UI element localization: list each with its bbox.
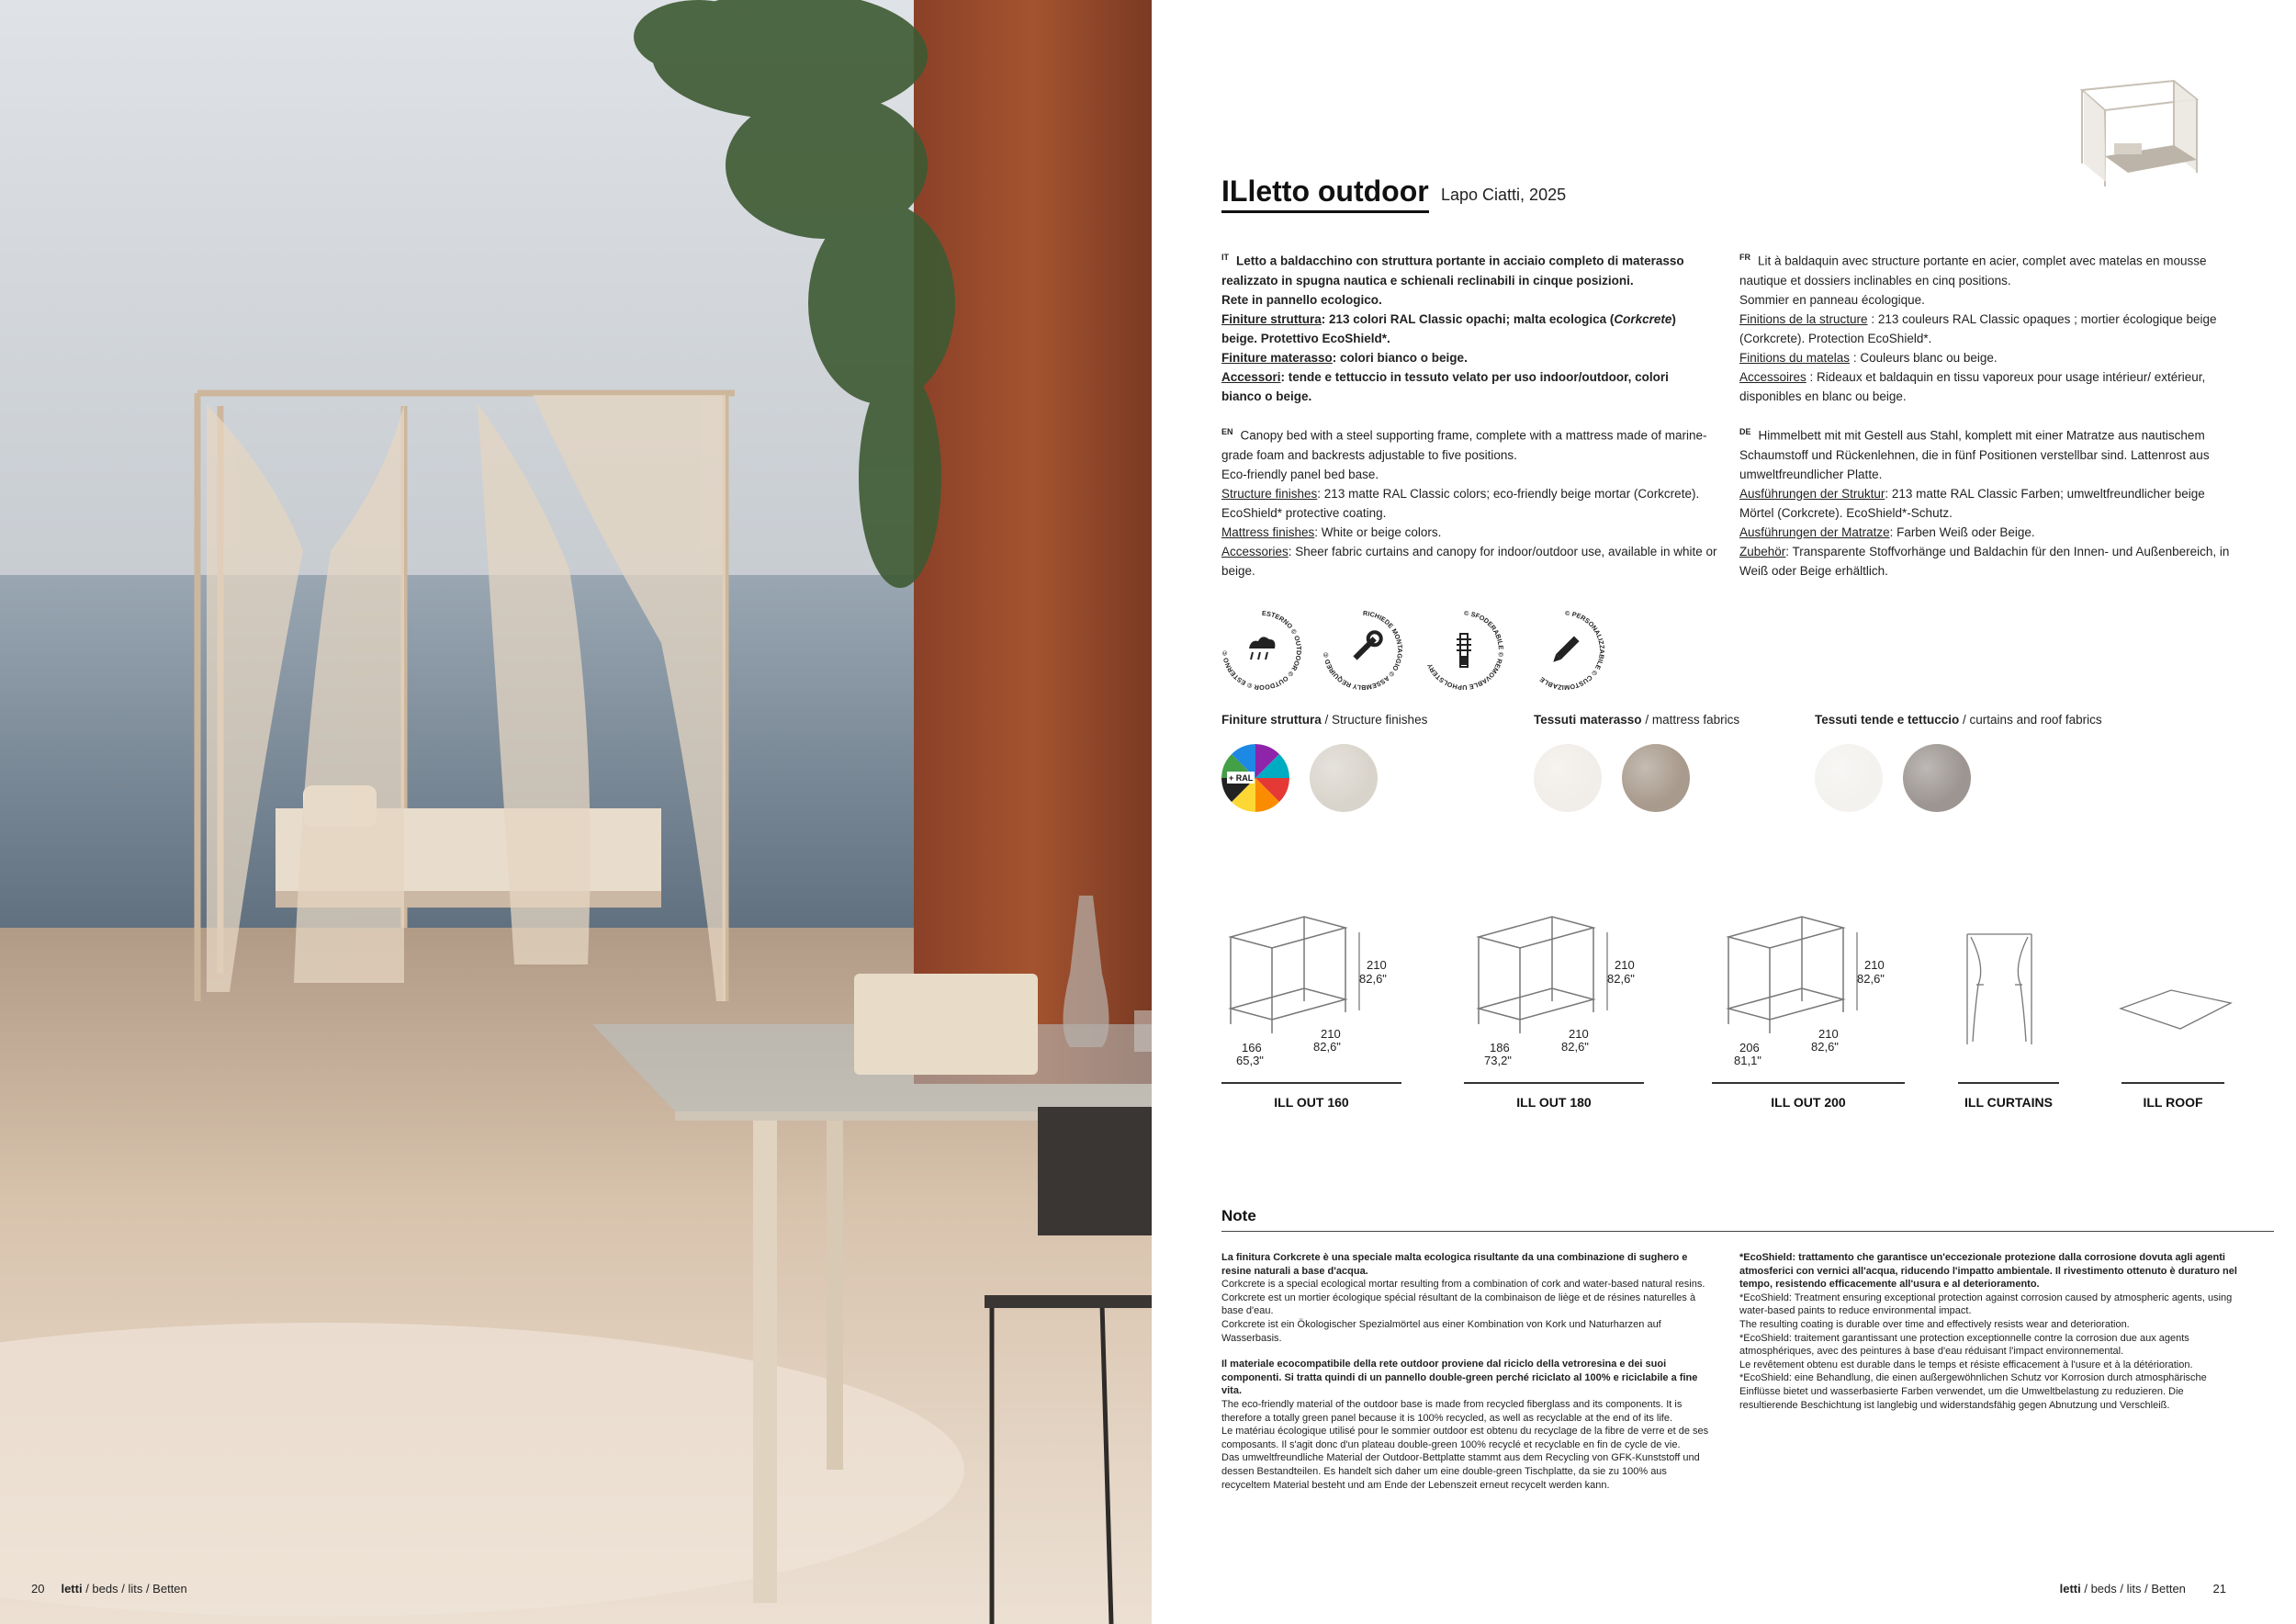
text: : 213 matte RAL Classic Farben; umweltfreundlicher beige Mörtel (Corkcrete). EcoShield*-Schutz. <box>1739 486 2205 520</box>
label: Accessoires <box>1739 369 1806 384</box>
note-text: Das umweltfreundliche Material der Outdoor-Bettplatte stammt aus dem Recycling von GFK-Kunststoff und dessen Bestandteilen. Es handelt sich daher um eine double-green Tischplatte, da sie zu 100% aus recyceltem Material besteht und am Ende der Lebenszeit erneut recycelt werden kann. <box>1221 1452 1700 1491</box>
label: Ausführungen der Matratze <box>1739 524 1890 539</box>
dimension-drawing-ill-out-200 <box>1719 909 1903 1075</box>
note-bold: La finitura Corkcrete è una speciale malta ecologica risultante da una combinazione di sughero e resine naturali a base d'acqua. <box>1221 1252 1688 1277</box>
footer-left <box>31 1582 187 1596</box>
assembly-icon <box>1322 609 1404 692</box>
text: : tende e tettuccio in tessuto velato per uso indoor/outdoor, colori bianco o beige. <box>1221 369 1669 403</box>
label-ill-out-160: ILL OUT 160 <box>1221 1082 1401 1110</box>
text: ) beige. Protettivo EcoShield*. <box>1221 311 1676 345</box>
footer-section-rest: / beds / lits / Betten <box>2080 1582 2186 1596</box>
product-title: ILletto outdoor <box>1221 175 1429 213</box>
height-in: 82,6" <box>1359 972 1387 986</box>
note-text: Corkcrete est un mortier écologique spécial résultant de la combinaison de liège et de résines naturelles à base d'eau. <box>1221 1291 1696 1317</box>
width-cm: 186 <box>1490 1041 1510 1054</box>
description-de <box>1739 423 2235 581</box>
separator: / <box>1641 713 1652 727</box>
svg-text:© PERSONALIZZABILE © CUSTOMIZA <box>1538 609 1606 692</box>
curtains-drawing <box>1958 930 2041 1049</box>
description-en <box>1221 423 1717 581</box>
height-cm: 210 <box>1864 958 1885 972</box>
label: Ausführungen der Struktur <box>1739 486 1885 501</box>
text: Lit à baldaquin avec structure portante en acier, complet avec matelas en mousse nautique et dossiers inclinables en cinq positions. <box>1739 254 2207 288</box>
text: : 213 matte RAL Classic colors; eco-friendly beige mortar (Corkcrete). EcoShield* protective coating. <box>1221 486 1700 520</box>
text: : 213 couleurs RAL Classic opaques ; mortier écologique beige (Corkcrete). Protection EcoShield*. <box>1739 311 2217 345</box>
ral-label: + RAL <box>1229 773 1254 783</box>
depth-in: 82,6" <box>1811 1040 1839 1054</box>
note-bold: *EcoShield: trattamento che garantisce un'eccezionale protezione dalla corrosione dovuta agli agenti atmosferici con vernici all'acqua, riducendo l'impatto ambientale. Il rivestimento ottenuto è duraturo nel tempo, resistendo efficacemente all'usura e al deterioramento. <box>1739 1252 2237 1291</box>
width-in: 73,2" <box>1484 1054 1512 1067</box>
width-in: 65,3" <box>1236 1054 1264 1067</box>
text: Corkcrete <box>1614 311 1672 326</box>
text: : Transparente Stoffvorhänge und Baldachin für den Innen- und Außenbereich, in Weiß oder Beige erhältlich. <box>1739 544 2230 578</box>
lang-tag: DE <box>1739 427 1751 436</box>
roof-drawing <box>2116 983 2235 1038</box>
text: Rete in pannello ecologico. <box>1221 292 1382 307</box>
note-text: *EcoShield: eine Behandlung, die einen außergewöhnlichen Schutz vor Korrosion durch atmosphärische Einflüsse bietet und wasserbasierte Farben verwendet, um die Umweltbelastung zu reduzieren. Die resultierende Beschichtung ist langlebig und widerstandsfähig gegen Abnutzung und Verschleiß. <box>1739 1372 2207 1411</box>
notes-left <box>1221 1251 1717 1505</box>
label-ill-out-200: ILL OUT 200 <box>1712 1082 1905 1110</box>
curtain-swatch-white[interactable] <box>1815 744 1883 812</box>
label: Finitions du matelas <box>1739 350 1851 365</box>
ral-color-swatch[interactable] <box>1221 744 1289 812</box>
description-it <box>1221 248 1690 406</box>
label: curtains and roof fabrics <box>1969 713 2102 727</box>
label: Zubehör <box>1739 544 1786 558</box>
text: Himmelbett mit mit Gestell aus Stahl, komplett mit einer Matratze aus nautischem Schaumstoff und Rückenlehnen, die in fünf Positionen verstellbar sind. Lattenrost aus umweltfreundlicher Platte. <box>1739 428 2210 481</box>
description-fr <box>1739 248 2235 406</box>
footer-right <box>2060 1582 2226 1596</box>
structure-swatch-corkcrete[interactable] <box>1310 744 1378 812</box>
separator: / <box>1321 713 1333 727</box>
curtain-swatch-beige[interactable] <box>1903 744 1971 812</box>
label: Finiture materasso <box>1221 350 1333 365</box>
label: Accessori <box>1221 369 1281 384</box>
text: : Farben Weiß oder Beige. <box>1889 524 2035 539</box>
height-cm: 210 <box>1615 958 1635 972</box>
label-ill-out-180: ILL OUT 180 <box>1464 1082 1644 1110</box>
designer-credit: Lapo Ciatti, 2025 <box>1441 186 1567 204</box>
depth-cm: 210 <box>1569 1027 1589 1041</box>
text: : Couleurs blanc ou beige. <box>1850 350 1998 365</box>
depth-cm: 210 <box>1818 1027 1839 1041</box>
notes-right <box>1739 1251 2237 1425</box>
text: : 213 colori RAL Classic opachi; malta ecologica ( <box>1321 311 1615 326</box>
label: mattress fabrics <box>1651 713 1740 727</box>
note-bold: Il materiale ecocompatibile della rete outdoor proviene dal riciclo della vetroresina e dei suoi componenti. Si tratta quindi di un pannello double-green perché riciclato al 100% e riciclabile a fine vita. <box>1221 1359 1698 1397</box>
product-thumbnail <box>2064 72 2211 191</box>
customizable-icon-ring: © PERSONALIZZABILE © CUSTOMIZABLE <box>1537 608 1607 693</box>
finishes-mattress-heading <box>1534 713 1739 727</box>
label: Tessuti tende e tettuccio <box>1815 713 1960 727</box>
depth-in: 82,6" <box>1313 1040 1341 1054</box>
dimension-drawing-ill-out-180 <box>1469 909 1653 1075</box>
svg-text:ESTERNO © OUTDOOR © OUTDOOR © <box>1221 609 1303 692</box>
page-number: 20 <box>31 1582 45 1596</box>
note-text: The eco-friendly material of the outdoor base is made from recycled fiberglass and its components. It is therefore a totally green panel because it is 100% recycled, as well as recyclable at the end of its life. <box>1221 1398 1683 1424</box>
footer-section[interactable]: letti <box>61 1582 83 1596</box>
note-text: Corkcrete ist ein Ökologischer Spezialmörtel aus einer Kombination von Kork und Naturharzen auf Wasserbasis. <box>1221 1318 1661 1344</box>
note-text: Le matériau écologique utilisé pour le sommier outdoor est obtenu du recyclage de la fibre de verre et de ses composants. Il s'agit donc d'un plateau double-green 100% recyclé et recyclable en fin de cycle de vie. <box>1221 1426 1709 1450</box>
outdoor-icon <box>1221 609 1303 692</box>
removable-upholstery-icon <box>1425 609 1505 692</box>
note-text: Corkcrete is a special ecological mortar resulting from a combination of cork and water-based natural resins. <box>1221 1279 1705 1291</box>
note-text: Le revêtement obtenu est durable dans le temps et résiste efficacement à l'usure et à la détérioration. <box>1739 1359 2193 1370</box>
height-in: 82,6" <box>1857 972 1885 986</box>
text: : Sheer fabric curtains and canopy for indoor/outdoor use, available in white or beige. <box>1221 544 1717 578</box>
text: : Rideaux et baldaquin en tissu vaporeux pour usage intérieur/ extérieur, disponibles en blanc ou beige. <box>1739 369 2206 403</box>
spec-page <box>1152 0 2296 1624</box>
customizable-icon <box>1538 609 1606 692</box>
label: Accessories <box>1221 544 1289 558</box>
height-in: 82,6" <box>1607 972 1635 986</box>
note-text: *EcoShield: traitement garantissant une protection exceptionnelle contre la corrosion due aux agents atmosphériques, avec des peintures à base d'eau réduisant l'impact environnemental. <box>1739 1332 2189 1358</box>
footer-section-rest: / beds / lits / Betten <box>82 1582 187 1596</box>
text: Letto a baldacchino con struttura portante in acciaio completo di materasso realizzato in spugna nautica e schienali reclinabili in cinque posizioni. <box>1221 254 1684 288</box>
mattress-swatch-beige[interactable] <box>1622 744 1690 812</box>
notes-heading: Note <box>1221 1207 2274 1232</box>
text: Sommier en panneau écologique. <box>1739 292 1925 307</box>
text: : colori bianco o beige. <box>1332 350 1468 365</box>
dimension-drawing-ill-out-160 <box>1221 909 1405 1075</box>
label-ill-curtains: ILL CURTAINS <box>1958 1082 2059 1110</box>
label: Finiture struttura <box>1221 713 1322 727</box>
outdoor-icon-ring: ESTERNO © OUTDOOR © OUTDOOR © ESTERNO © <box>1220 608 1304 693</box>
text: : White or beige colors. <box>1314 524 1442 539</box>
label: Structure finishes <box>1332 713 1428 727</box>
note-text: *EcoShield: Treatment ensuring exceptional protection against corrosion caused by atmospheric agents, using water-based paints to reduce environmental impact. <box>1739 1291 2233 1317</box>
label: Finitions de la structure <box>1739 311 1868 326</box>
label-ill-roof: ILL ROOF <box>2122 1082 2224 1110</box>
assembly-icon-ring: RICHIEDE MONTAGGIO © ASSEMBLY REQUIRED © <box>1321 608 1404 693</box>
height-cm: 210 <box>1367 958 1387 972</box>
depth-cm: 210 <box>1321 1027 1341 1041</box>
note-text: The resulting coating is durable over time and effectively resists wear and deterioration. <box>1739 1318 2130 1330</box>
width-in: 81,1" <box>1734 1054 1761 1067</box>
lang-tag: EN <box>1221 427 1233 436</box>
text: Canopy bed with a steel supporting frame, complete with a mattress made of marine-grade foam and backrests adjustable to five positions. <box>1221 428 1707 462</box>
lang-tag: FR <box>1739 253 1750 262</box>
finishes-structure-heading <box>1221 713 1427 727</box>
feature-icons <box>1216 604 1620 696</box>
removable-upholstery-icon-ring: © SFODERABILE © REMOVABLE UPHOLSTERY <box>1425 608 1506 693</box>
finishes-curtains-heading <box>1815 713 2102 727</box>
mattress-swatch-white[interactable] <box>1534 744 1602 812</box>
depth-in: 82,6" <box>1561 1040 1589 1054</box>
label: Mattress finishes <box>1221 524 1315 539</box>
separator: / <box>1959 713 1970 727</box>
text: Eco-friendly panel bed base. <box>1221 467 1379 481</box>
width-cm: 166 <box>1242 1041 1262 1054</box>
lang-tag: IT <box>1221 253 1229 262</box>
label: Structure finishes <box>1221 486 1318 501</box>
page-number: 21 <box>2212 1582 2226 1596</box>
width-cm: 206 <box>1739 1041 1760 1054</box>
label: Finiture struttura <box>1221 311 1322 326</box>
label: Tessuti materasso <box>1534 713 1642 727</box>
footer-section[interactable]: letti <box>2059 1582 2081 1596</box>
